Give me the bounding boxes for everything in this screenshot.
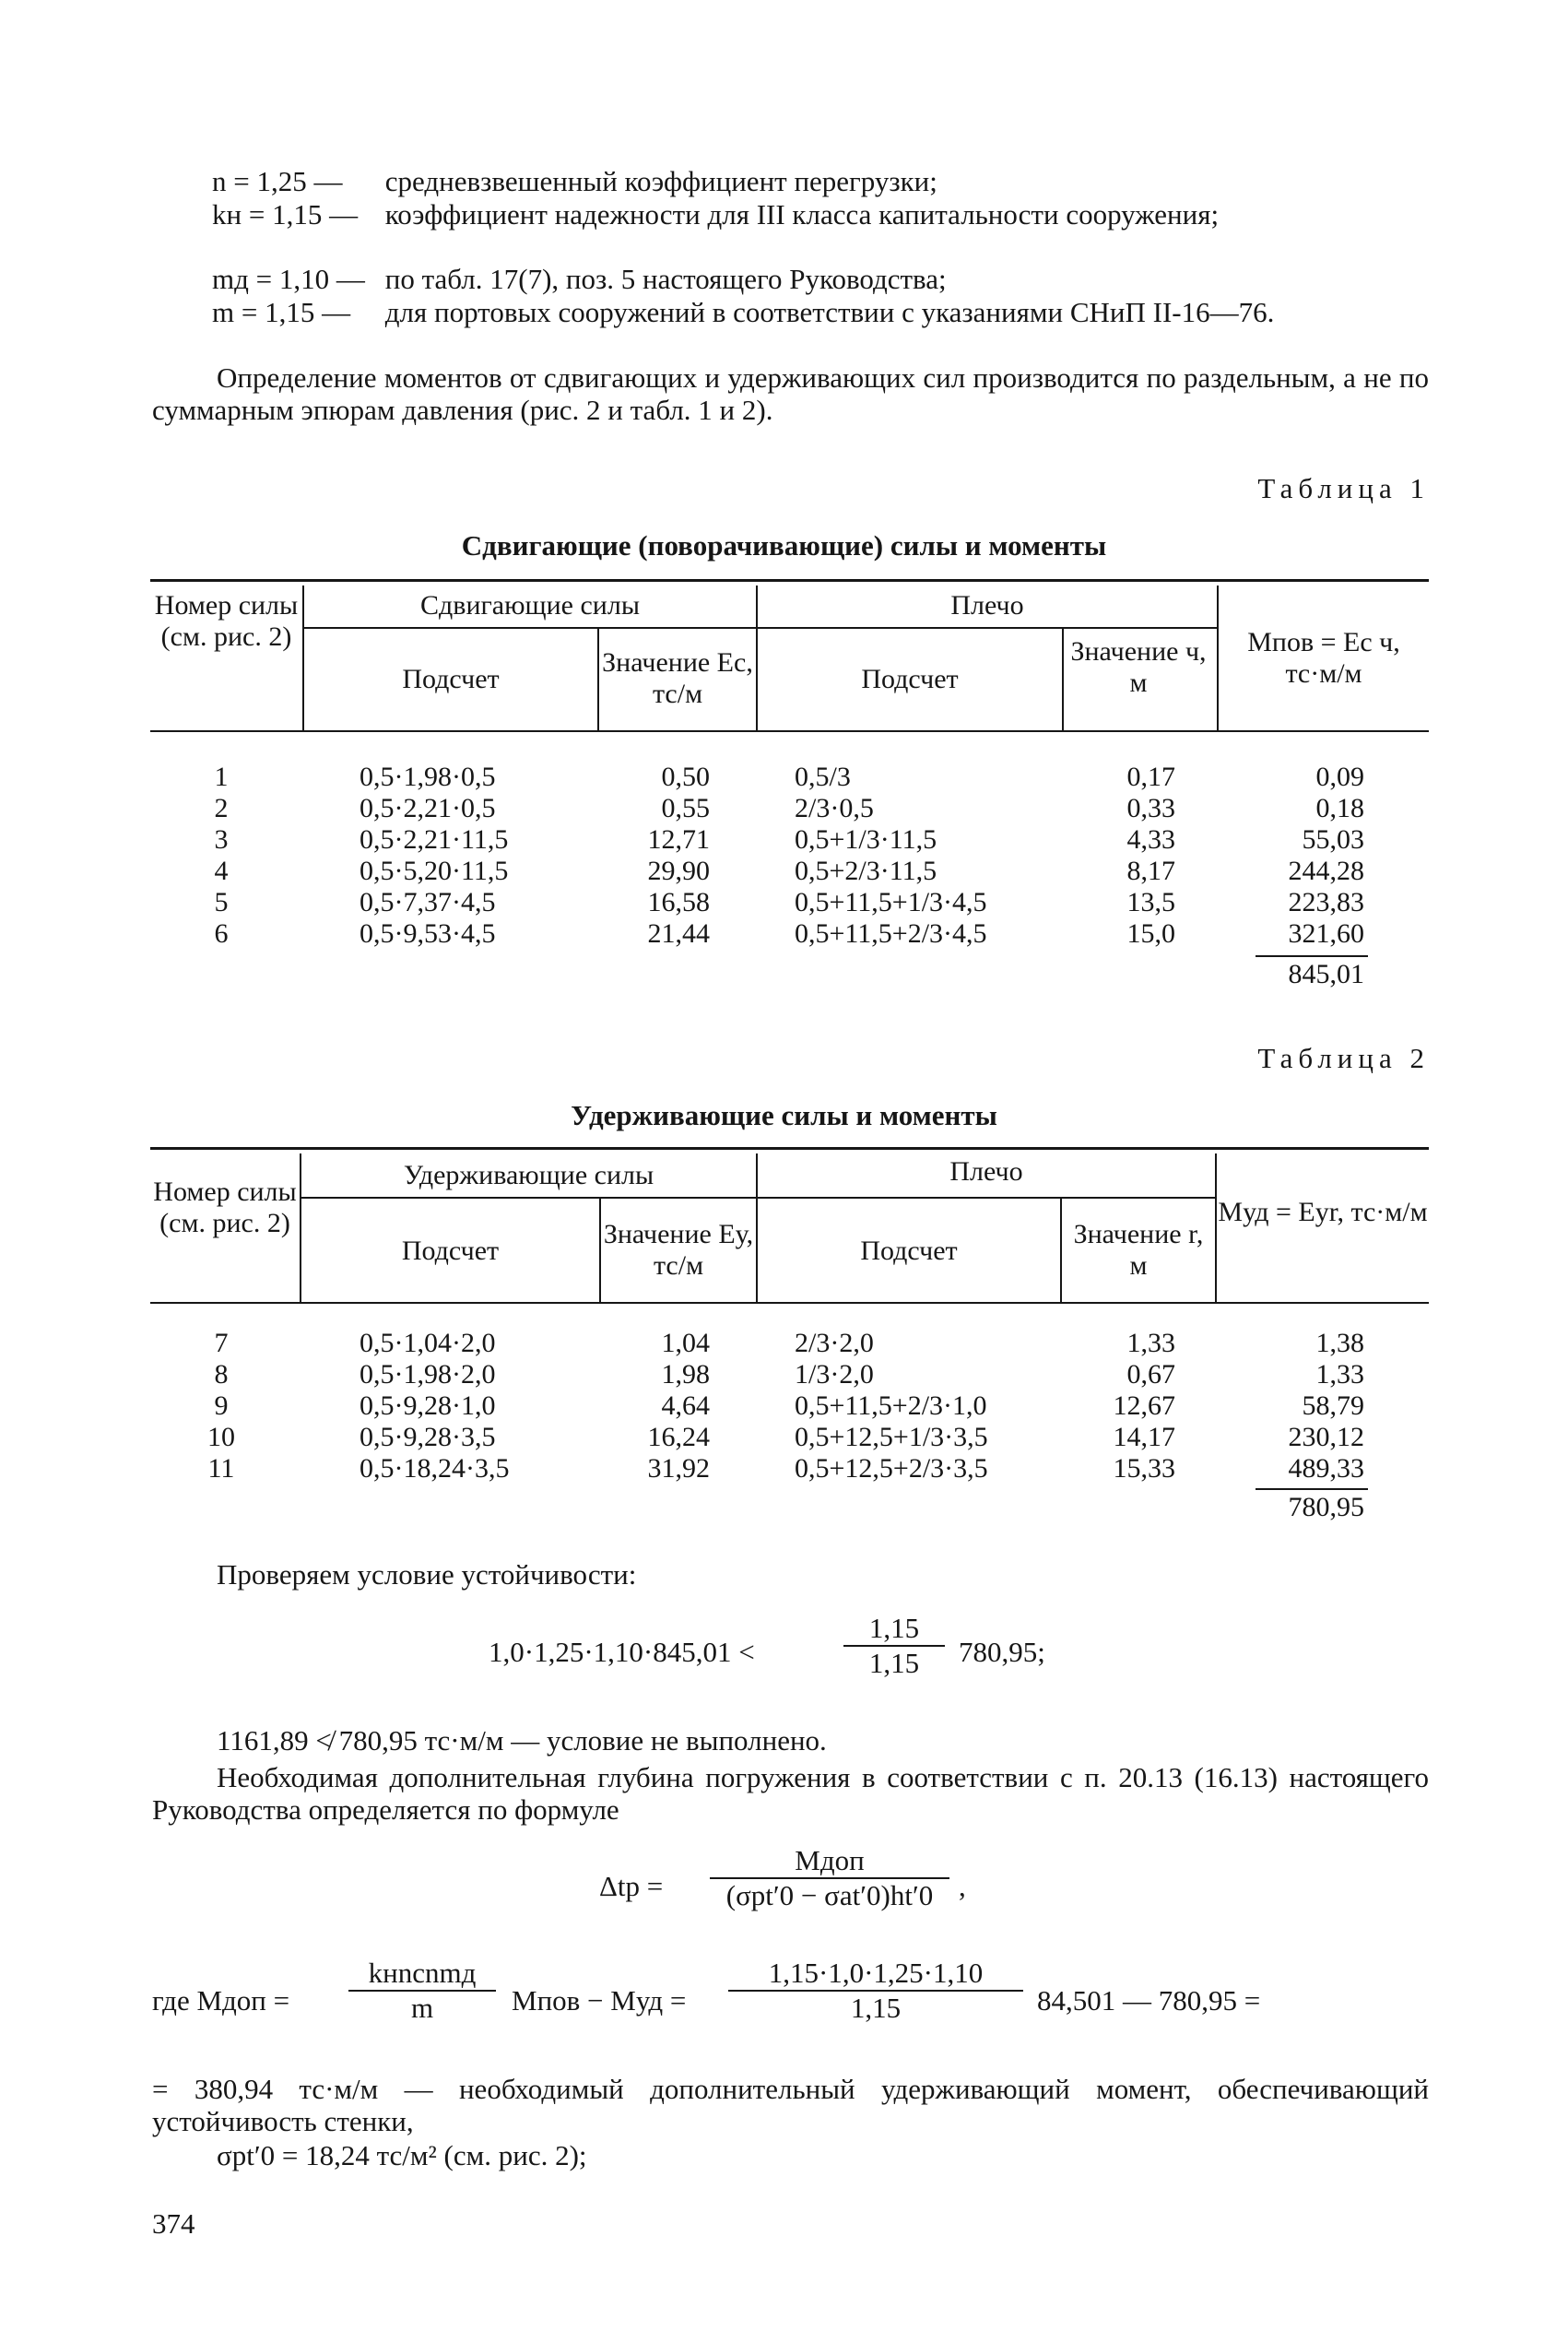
check-frac-den: 1,15 [868, 1647, 920, 1679]
row-value: 16,58 [647, 887, 710, 917]
row-moment: 55,03 [1302, 824, 1364, 855]
table2-header-arm-calc: Подсчет [860, 1236, 958, 1266]
row-num: 3 [214, 824, 229, 855]
row-num: 8 [214, 1359, 229, 1390]
row-calc: 0,5·1,04·2,0 [360, 1328, 496, 1358]
table2-header-rule [150, 1302, 1429, 1304]
row-moment: 0,09 [1315, 762, 1364, 792]
table2-header-moment: Mуд = Eуr, тс·м/м [1218, 1197, 1428, 1227]
table2-header-calc: Подсчет [401, 1236, 500, 1266]
definition-kn [212, 199, 1429, 231]
row-arm: 1/3·2,0 [795, 1359, 874, 1390]
row-moment: 230,12 [1288, 1422, 1364, 1452]
row-arm: 2/3·2,0 [795, 1328, 874, 1358]
depth-fraction [710, 1844, 949, 1912]
depth-frac-num: Mдоп [710, 1844, 949, 1879]
depth-frac-den: (σpt′0 − σat′0)ht′0 [725, 1879, 934, 1911]
check-formula-left: 1,0·1,25·1,10·845,01 < [489, 1636, 755, 1668]
row-value: 21,44 [647, 918, 710, 949]
table1-header-moment: Mпов = Eс ч, тс·м/м [1247, 627, 1400, 689]
row-calc: 0,5·18,24·3,5 [360, 1453, 510, 1484]
table1-header-calc: Подсчет [402, 664, 500, 694]
def-label: kн = 1,15 — [212, 198, 359, 231]
row-value: 1,04 [661, 1328, 710, 1358]
row-num: 1 [214, 762, 229, 792]
where-tail: 84,501 — 780,95 = [1037, 1984, 1261, 2017]
table2-number: Таблица 2 [1257, 1042, 1430, 1074]
where-prefix: где Mдоп = [152, 1984, 290, 2017]
table1-header-rule [150, 730, 1429, 732]
row-num: 6 [214, 918, 229, 949]
def-text: средневзвешенный коэффициент перегрузки; [384, 165, 937, 197]
row-moment: 244,28 [1288, 856, 1364, 886]
table1-header-arm-calc: Подсчет [861, 664, 959, 694]
table1-header-value: Значение Eс, тс/м [602, 647, 753, 709]
table1-subrule [304, 627, 756, 629]
row-calc: 0,5·1,98·2,0 [360, 1359, 496, 1390]
where-frac1-den: m [410, 1992, 434, 2024]
row-arm: 0,5+12,5+1/3·3,5 [795, 1422, 988, 1452]
table2-header-arm-value: Значение r, м [1073, 1219, 1204, 1281]
definition-m [212, 297, 1429, 328]
row-calc: 0,5·2,21·0,5 [360, 793, 496, 823]
row-moment: 0,18 [1315, 793, 1364, 823]
row-arm-value: 0,33 [1126, 793, 1175, 823]
where-frac1-num: kнncnmд [348, 1957, 496, 1992]
row-arm: 0,5+12,5+2/3·3,5 [795, 1453, 988, 1484]
table1-header-arm-value: Значение ч, м [1070, 636, 1207, 698]
row-arm: 0,5+2/3·11,5 [795, 856, 937, 886]
row-arm: 0,5/3 [795, 762, 851, 792]
row-arm-value: 12,67 [1113, 1390, 1175, 1421]
table1-header-arm: Плечо [950, 590, 1024, 621]
depth-paragraph: Необходимая дополнительная глубина погружения в соответствии с п. 20.13 (16.13) настоящего Руководства определяется по формуле [152, 1761, 1429, 1826]
row-value: 1,98 [661, 1359, 710, 1390]
row-arm: 0,5+1/3·11,5 [795, 824, 937, 855]
definition-n [212, 166, 1429, 197]
row-value: 12,71 [647, 824, 710, 855]
row-calc: 0,5·9,28·1,0 [360, 1390, 496, 1421]
row-value: 0,50 [661, 762, 710, 792]
table1-total: 845,01 [1288, 959, 1364, 989]
def-label: mд = 1,10 — [212, 263, 365, 295]
row-calc: 0,5·1,98·0,5 [360, 762, 496, 792]
where-fraction-1 [348, 1957, 496, 2025]
depth-formula-tail: , [959, 1870, 966, 1902]
row-value: 16,24 [647, 1422, 710, 1452]
moment-result: = 380,94 тс·м/м — необходимый дополнительный удерживающий момент, обеспечивающий устойчивость стенки, [152, 2073, 1429, 2137]
row-value: 0,55 [661, 793, 710, 823]
table2-header-num: Номер силы (см. рис. 2) [153, 1177, 297, 1238]
row-moment: 1,38 [1315, 1328, 1364, 1358]
table1-header-forces: Сдвигающие силы [420, 590, 640, 621]
table2-header-arm: Плечо [949, 1156, 1023, 1187]
table2-title: Удерживающие силы и моменты [571, 1099, 997, 1131]
definition-md [212, 264, 1429, 295]
check-formula-right: 780,95; [959, 1636, 1045, 1668]
def-text: по табл. 17(7), поз. 5 настоящего Руководства; [384, 263, 947, 295]
def-label: m = 1,15 — [212, 296, 351, 328]
table1-top-rule [150, 579, 1429, 582]
where-frac2-den: 1,15 [850, 1992, 902, 2024]
row-arm-value: 1,33 [1126, 1328, 1175, 1358]
check-frac-num: 1,15 [843, 1612, 945, 1647]
row-moment: 489,33 [1288, 1453, 1364, 1484]
table2-top-rule [150, 1147, 1429, 1150]
table1-title: Сдвигающие (поворачивающие) силы и моменты [461, 529, 1107, 562]
row-num: 10 [207, 1422, 235, 1452]
row-moment: 58,79 [1302, 1390, 1364, 1421]
row-num: 7 [214, 1328, 229, 1358]
table1-number: Таблица 1 [1257, 472, 1430, 504]
row-moment: 1,33 [1315, 1359, 1364, 1390]
row-value: 4,64 [661, 1390, 710, 1421]
def-text: коэффициент надежности для III класса капитальности сооружения; [384, 198, 1220, 231]
where-fraction-2 [728, 1957, 1023, 2025]
table2-header-value: Значение Eу, тс/м [603, 1219, 754, 1281]
row-arm-value: 0,67 [1126, 1359, 1175, 1390]
row-calc: 0,5·7,37·4,5 [360, 887, 496, 917]
row-num: 2 [214, 793, 229, 823]
def-label: n = 1,25 — [212, 165, 343, 197]
check-fraction [843, 1612, 945, 1680]
check-intro: Проверяем условие устойчивости: [217, 1558, 637, 1591]
row-moment: 321,60 [1288, 918, 1364, 949]
table1-sum-line [1256, 955, 1368, 957]
table2-sum-line [1256, 1488, 1368, 1490]
page-number: 374 [152, 2207, 195, 2240]
row-num: 9 [214, 1390, 229, 1421]
row-arm-value: 15,0 [1126, 918, 1175, 949]
row-arm-value: 15,33 [1113, 1453, 1175, 1484]
row-arm-value: 14,17 [1113, 1422, 1175, 1452]
row-num: 5 [214, 887, 229, 917]
row-arm: 0,5+11,5+2/3·4,5 [795, 918, 987, 949]
depth-formula-lhs: Δtр = [599, 1870, 664, 1902]
row-arm: 2/3·0,5 [795, 793, 874, 823]
row-arm: 0,5+11,5+1/3·4,5 [795, 887, 987, 917]
table1-header-num: Номер силы (см. рис. 2) [154, 590, 299, 652]
table2-subrule [758, 1197, 1215, 1199]
row-arm-value: 0,17 [1126, 762, 1175, 792]
table2-subrule [301, 1197, 756, 1199]
row-value: 31,92 [647, 1453, 710, 1484]
row-arm-value: 4,33 [1126, 824, 1175, 855]
row-num: 11 [207, 1453, 235, 1484]
table1-vline [1062, 629, 1064, 730]
table1-subrule [758, 627, 1217, 629]
row-value: 29,90 [647, 856, 710, 886]
row-moment: 223,83 [1288, 887, 1364, 917]
row-calc: 0,5·9,28·3,5 [360, 1422, 496, 1452]
table2-header-forces: Удерживающие силы [403, 1160, 654, 1190]
sigma-line: σpt′0 = 18,24 тс/м² (см. рис. 2); [217, 2139, 587, 2171]
row-calc: 0,5·5,20·11,5 [360, 856, 509, 886]
row-calc: 0,5·9,53·4,5 [360, 918, 496, 949]
row-arm-value: 13,5 [1126, 887, 1175, 917]
intro-paragraph: Определение моментов от сдвигающих и удерживающих сил производится по раздельным, а не по суммарным эпюрам давления (рис. 2 и табл. 1 и 2). [152, 361, 1429, 426]
where-middle: Mпов − Mуд = [512, 1984, 687, 2017]
row-calc: 0,5·2,21·11,5 [360, 824, 509, 855]
row-arm: 0,5+11,5+2/3·1,0 [795, 1390, 987, 1421]
check-result: 1161,89 ≮ 780,95 тс·м/м — условие не выполнено. [217, 1724, 827, 1756]
table2-total: 780,95 [1288, 1492, 1364, 1522]
where-frac2-num: 1,15·1,0·1,25·1,10 [728, 1957, 1023, 1992]
row-num: 4 [214, 856, 229, 886]
row-arm-value: 8,17 [1126, 856, 1175, 886]
def-text: для портовых сооружений в соответствии с указаниями СНиП II-16—76. [384, 296, 1275, 328]
